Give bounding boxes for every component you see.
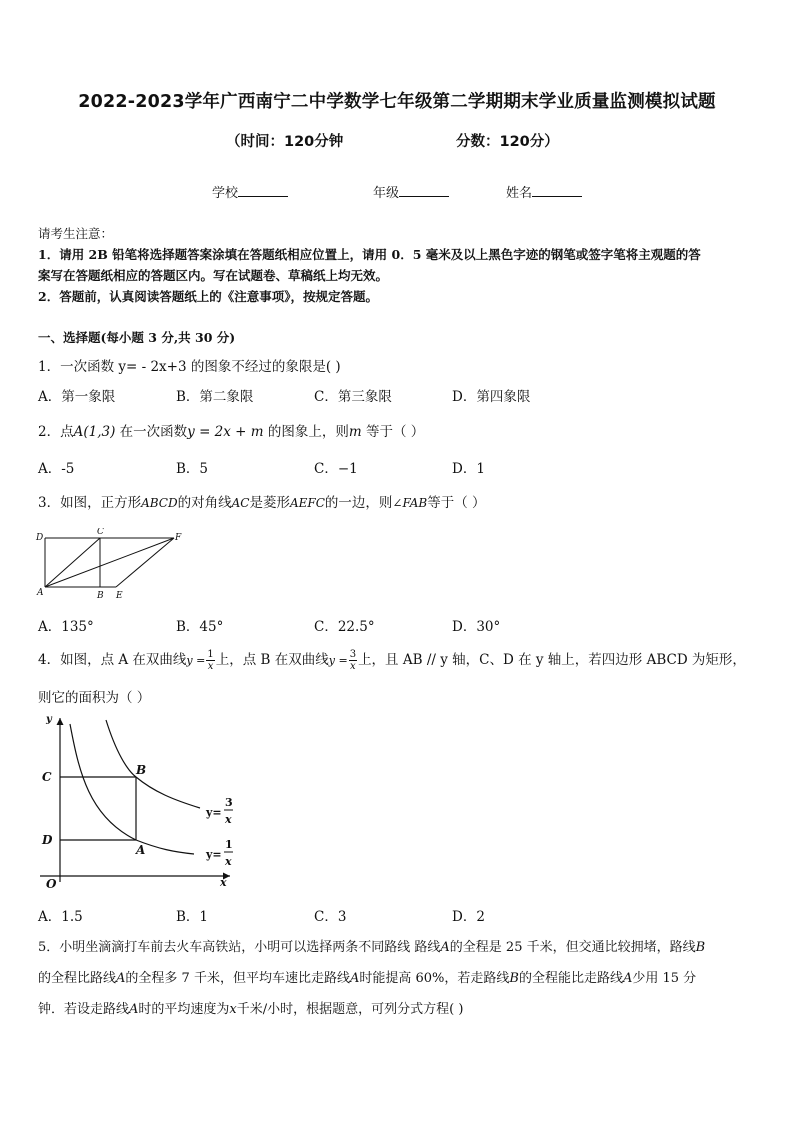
notice-item2: 2．答题前，认真阅读答题纸上的《注意事项》，按规定答题。 xyxy=(38,289,378,304)
q4-stem-line1: 4．如图，点 A 在双曲线y = $\frac{1}{x}$ 上，点 B 在双曲线y = $\frac{3}{x}$ 上，且 AB // y 轴，C、D 在 y 轴上，若四边形 ABCD 为矩形， xyxy=(38,649,746,672)
q3-diagonal-ac xyxy=(45,538,100,587)
name-field xyxy=(506,182,582,201)
q4-option-b: B．1 xyxy=(176,909,209,925)
q3-stem: 3．如图，正方形ABCD的对角线AC是菱形AEFC的一边，则∠FAB等于（ ） xyxy=(38,495,486,511)
q3-label-f: F xyxy=(175,533,182,543)
q5-line1: 5．小明坐滴滴打车前去火车高铁站，小明可以选择两条不同路线 路线A的全程是 25 千米，但交通比较拥堵，路线B xyxy=(38,940,706,955)
q3-option-c: C．22.5° xyxy=(314,619,375,635)
q4-label-a: A xyxy=(136,843,146,857)
q3-label-d: D xyxy=(36,533,44,543)
q4-option-d: D．2 xyxy=(452,909,485,925)
q4-curve3-lhs: y= xyxy=(206,806,222,819)
q5-line3: 钟．若设走路线A时的平均速度为x千米/小时，根据题意，可列分式方程( ) xyxy=(38,1002,464,1017)
q4-x-label: x xyxy=(220,876,227,889)
q2-function: y = 2x + m xyxy=(187,424,264,440)
q3-label-e: E xyxy=(116,591,123,601)
grade-field xyxy=(373,182,449,201)
notice-item1-line2: 案写在答题纸相应的答题区内。写在试题卷、草稿纸上均无效。 xyxy=(38,268,389,283)
q4-fraction-1: $\frac{1}{x}$ xyxy=(207,649,214,672)
q3-figure xyxy=(34,528,194,604)
school-field xyxy=(212,182,288,201)
school-label: 学校 xyxy=(212,186,239,201)
q2-stem: 2．点A(1,3) 在一次函数y = 2x + m 的图象上，则m 等于（ ） xyxy=(38,424,425,440)
q1-option-d: D．第四象限 xyxy=(452,389,531,405)
grade-label: 年级 xyxy=(373,186,400,201)
q4-option-a: A．1.5 xyxy=(38,909,83,925)
q1-option-c: C．第三象限 xyxy=(314,389,392,405)
q2-option-b: B．5 xyxy=(176,461,209,477)
q3-option-a: A．135° xyxy=(38,619,94,635)
q4-stem-line2: 则它的面积为（ ） xyxy=(38,690,151,706)
q3-label-b: B xyxy=(97,591,104,601)
q2-point: A(1,3) xyxy=(73,424,116,440)
q4-curve-1-over-x xyxy=(70,724,194,854)
q3-label-c: C xyxy=(97,528,104,537)
q4-label-c: C xyxy=(42,770,52,784)
q5-line2: 的全程比路线A的全程多 7 千米，但平均车速比走路线A时能提高 60%，若走路线B的全程能比走路线A少用 15 分 xyxy=(38,971,697,986)
q2-option-c: C．−1 xyxy=(314,461,358,477)
q3-segment-ef xyxy=(116,538,174,587)
q4-curve1-den: x xyxy=(225,855,232,868)
q4-curve1-num: 1 xyxy=(225,838,233,851)
q3-segment-af xyxy=(45,538,174,587)
q4-curve3-den: x xyxy=(225,813,232,826)
q3-label-a: A xyxy=(37,588,44,598)
notice-item1-line1: 1．请用 2B 铅笔将选择题答案涂填在答题纸相应位置上，请用 0．5 毫米及以上黑色字迹的钢笔或签字笔将主观题的答 xyxy=(38,247,701,262)
q2-option-a: A．-5 xyxy=(38,461,75,477)
name-label: 姓名 xyxy=(506,186,533,201)
exam-time: （时间：120分钟 xyxy=(226,134,344,150)
q4-curve-3-over-x xyxy=(106,720,200,808)
section-heading: 一、选择题(每小题 3 分,共 30 分) xyxy=(38,330,236,345)
q4-y-label: y xyxy=(46,714,52,725)
q1-option-b: B．第二象限 xyxy=(176,389,254,405)
q4-curve3-num: 3 xyxy=(225,796,233,809)
q4-label-d: D xyxy=(42,833,53,847)
q4-curve1-lhs: y= xyxy=(206,848,222,861)
q3-option-b: B．45° xyxy=(176,619,224,635)
notice-heading: 请考生注意： xyxy=(38,226,114,241)
q4-label-b: B xyxy=(136,763,147,777)
q3-option-d: D．30° xyxy=(452,619,501,635)
exam-title: 2022-2023学年广西南宁二中学数学七年级第二学期期末学业质量监测模拟试题 xyxy=(78,92,716,112)
q1-option-a: A．第一象限 xyxy=(38,389,116,405)
q1-stem: 1．一次函数 y= - 2x+3 的图象不经过的象限是( ) xyxy=(38,359,341,375)
exam-score: 分数：120分） xyxy=(456,134,559,150)
q2-option-d: D．1 xyxy=(452,461,485,477)
q4-option-c: C．3 xyxy=(314,909,347,925)
q4-graph xyxy=(34,712,244,894)
q4-fraction-3: $\frac{3}{x}$ xyxy=(349,649,357,672)
q4-origin-label: O xyxy=(46,877,57,891)
